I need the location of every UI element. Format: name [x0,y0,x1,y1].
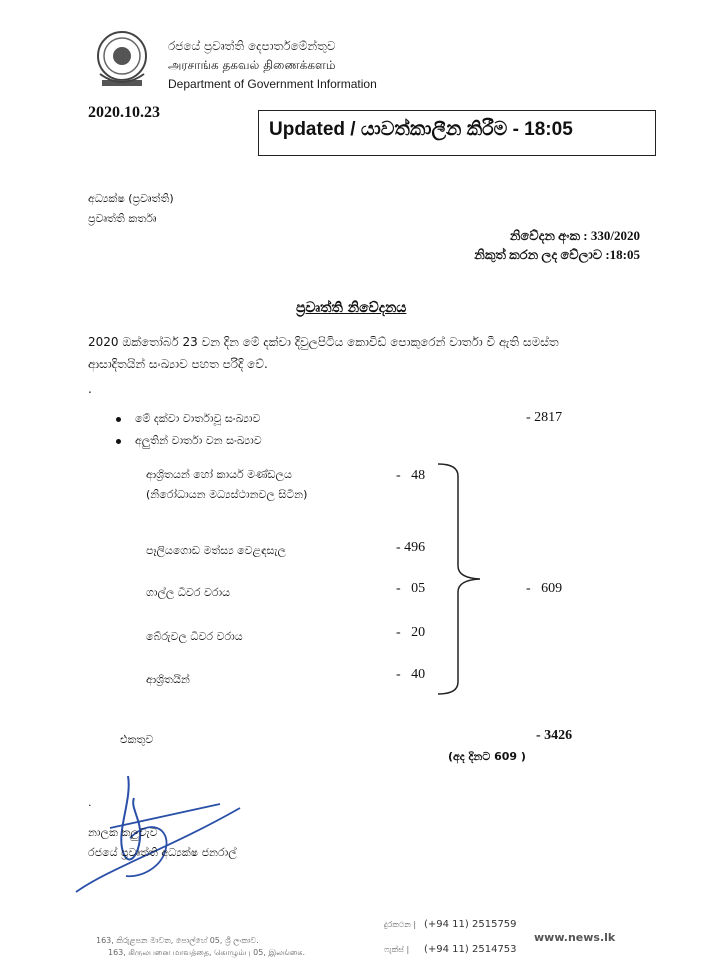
breakdown-label-galle: ගාල්ල ධීවර වරාය [146,586,231,599]
breakdown-label-associates: ආශ්‍රිතයින් [146,673,190,686]
bullet-reported-so-far [116,412,260,426]
brace-total-value: - 609 [526,581,563,596]
breakdown-label-beruwala: බේරුවල ධීවර වරාය [146,630,243,643]
signatory-name: නාලක කලුවැව [88,826,158,839]
breakdown-value-beruwala: - 20 [396,625,426,640]
total-value: - 3426 [536,728,573,743]
org-name-sinhala: රජයේ ප්‍රවෘත්ති දෙපාර්තමේන්තුව [168,39,336,53]
org-name-tamil: அரசாங்க தகவல் திணைக்களம் [168,58,336,72]
release-time: නිකුත් කරන ලද වේලාව :18:05 [474,247,640,262]
breakdown-value-peliyagoda: - 496 [396,540,426,555]
intro-paragraph-line1: 2020 ඔක්තෝබර් 23 වන දින මේ දක්වා දිවුලපිටිය කොවිඩ් පොකුරෙන් වාර්තා වී ඇති සමස්ත [88,335,559,349]
footer-fax-label: ෆැක්ස් | [384,945,410,954]
emblem-logo [92,26,152,92]
footer-address-sinhala: 163, කිරුළපන මාවත, පොල්හේ 05, ශ්‍රී ලංකාව. [96,936,259,945]
bullet-dot [116,439,121,444]
bullet-value-reported: - 2817 [526,410,563,425]
page-title: ප්‍රවෘත්ති නිවේදනය [296,300,407,316]
bullet-dot [116,417,121,422]
org-name-english: Department of Government Information [168,77,377,91]
breakdown-value-contacts: - 48 [396,468,426,483]
today-count: (අද දිනට 609 ) [448,750,526,763]
signatory-title: රජයේ ප්‍රවෘත්ති අධ්‍යක්ෂ ජනරාල් [88,846,237,859]
updated-banner: Updated / යාවත්කාලීන කිරීම - 18:05 [258,110,656,156]
signature-dot: . [88,796,92,809]
recipient-director: අධ්‍යක්ෂ (ප්‍රවෘත්ති) [88,192,174,205]
bullet-label: මේ දක්වා වාර්තාවූ සංඛ්‍යාව [135,412,261,425]
breakdown-value-associates: - 40 [396,667,426,682]
footer-phone: (+94 11) 2515759 [424,919,517,930]
footer-website: www.news.lk [534,931,616,944]
release-date: 2020.10.23 [88,104,160,121]
bullet-label: අලුතින් වාර්තා වන සංඛ්‍යාව [135,434,262,447]
curly-brace [436,462,486,696]
total-label: එකතුව [120,733,154,746]
footer-phone-label: දුරකථන | [384,920,417,929]
bullet-newly-reported [116,434,262,448]
footer-fax: (+94 11) 2514753 [424,944,517,955]
release-number: නිවේදන අංක : 330/2020 [509,228,640,243]
footer-address-tamil: 163, கிருலபனை மாவத்தை, கொழும்பு 05, இலங்கை. [108,948,306,957]
breakdown-sublabel-contacts: (නිරෝධායන මධ්‍යස්ථානවල සිටින) [146,488,308,501]
intro-paragraph-line2: ආසාදිතයින් සංඛ්‍යාව පහත පරිදි වේ. [88,357,268,371]
breakdown-value-galle: - 05 [396,581,426,596]
breakdown-label-contacts: ආශ්‍රිතයන් හෝ කාර්ය මණ්ඩලය [146,468,292,481]
recipient-editor: ප්‍රවෘත්ති කර්තෘ [88,212,157,225]
breakdown-label-peliyagoda: පෑලියගොඩ මත්ස්‍ය වෙළඳසැල [146,544,286,557]
dot-marker: . [88,382,92,396]
